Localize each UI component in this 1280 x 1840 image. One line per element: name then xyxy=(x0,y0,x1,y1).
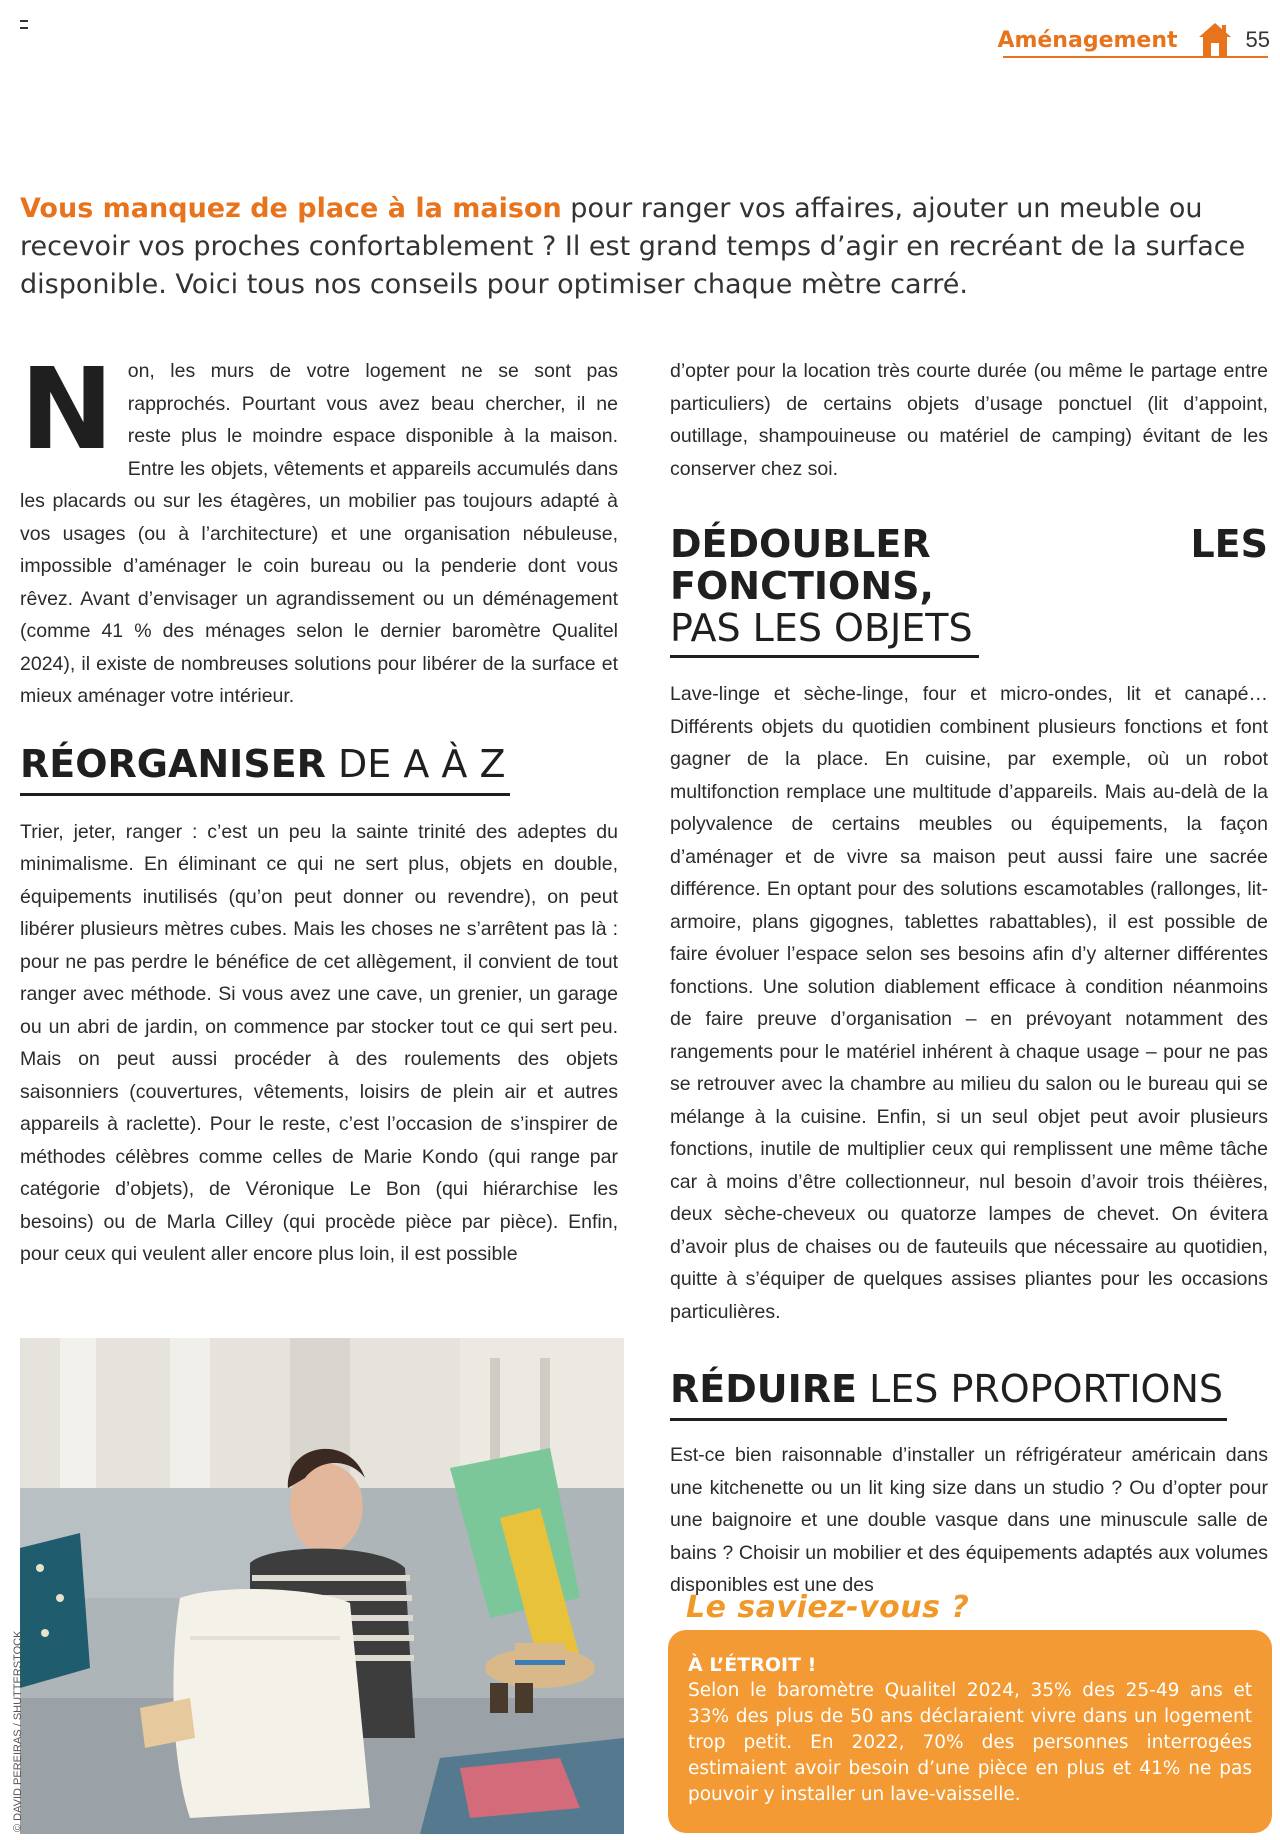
header-rule xyxy=(1003,56,1268,58)
saviez-vous-box xyxy=(668,1630,1272,1833)
article-paragraph-2: Trier, jeter, ranger : c’est un peu la sainte trinité des adeptes du minimalisme. En éliminant ce qui ne sert plus, objets en double, équipements inutilisés (qu’on peut donner ou revendre), on peut libérer plusieurs mètres cubes. Mais les choses ne s’arrêtent pas là : pour ne pas perdre le bénéfice de cet allègement, il convient de tout ranger avec méthode. Si vous avez une cave, un grenier, un garage ou un abri de jardin, on commence par stocker tout ce qui sert peu. Mais on peut aussi procéder à des roulements des objets saisonniers (couvertures, vêtements, loisirs de plein air et autres appareils à raclette). Pour le reste, c’est l’occasion de s’inspirer de méthodes célèbres comme celles de Marie Kondo (qui range par catégorie d’objets), de Véronique Le Bon (qui hiérarchise les besoins) ou de Marla Cilley (qui procède pièce par pièce). Enfin, pour ceux qui veulent aller encore plus loin, il est possible xyxy=(20,820,618,1265)
photo-credit-text: © DAVID PEREIRAS / SHUTTERSTOCK xyxy=(12,1630,24,1832)
heading-reorganiser xyxy=(20,743,510,796)
page-header xyxy=(997,22,1270,58)
article-paragraph-1 xyxy=(20,345,618,713)
intro-text: pour ranger vos affaires, ajouter un meuble ou recevoir vos proches confortablement ? Il est grand temps d’agir en recréant de la surface disponible. Voici tous nos conseils pour optimiser chaque mètre carré. xyxy=(20,193,1246,300)
paragraph-text: on, les murs de votre logement ne se sont pas rapprochés. Pourtant vous avez beau chercher, il ne reste plus le moindre espace disponible à la maison. Entre les objets, vêtements et appareils accumulés dans les placards ou sur les étagères, un mobilier pas toujours adapté à vos usages (ou à l’architecture) et une organisation nébuleuse, impossible d’aménager le coin bureau ou la penderie dont vous rêvez. Avant d’envisager un agrandissement ou un déménagement (comme 41 % des ménages selon le dernier baromètre Qualitel 2024), il existe de nombreuses solutions pour libérer de la surface et mieux aménager votre intérieur. xyxy=(20,360,618,707)
heading-light: LES PROPORTIONS xyxy=(856,1367,1224,1411)
left-column xyxy=(20,345,618,1271)
article-paragraph-4: Lave-linge et sèche-linge, four et micro-ondes, lit et canapé… Différents objets du quotidien combinent plusieurs fonctions et font gagner de la place. En cuisine, par exemple, où un robot multifonction remplace une multitude d’appareils. Mais au-delà de la polyvalence de certains meubles ou équipements, la façon d’aménager et de vivre sa maison peut aussi faire une sacrée différence. En optant pour des solutions escamotables (rallonges, lit-armoire, plans gigognes, tablettes rabattables), il est possible de faire évoluer l’espace selon ses besoins afin d’y alterner différentes fonctions. Une solution diablement efficace à condition néanmoins de faire preuve d’organisation – en prévoyant notamment des rangements pour le matériel inhérent à chaque usage – pour ne pas se retrouver avec la chambre au milieu du salon ou le bureau qui se mélange à la cuisine. Enfin, si un seul objet peut avoir plusieurs fonctions, inutile de multiplier ceux qui remplissent une même tâche car à moins d’être collectionneur, nul besoin d’avoir trois théières, deux sèche-cheveux ou quatorze lampes de chevet. On évitera d’avoir plus de chaises ou de fauteuils que nécessaire au quotidien, quitte à s’équiper de quelques assises pliantes pour les occasions particulières. xyxy=(670,683,1268,1323)
intro-paragraph xyxy=(20,190,1270,304)
heading-bold: RÉORGANISER xyxy=(20,741,326,786)
heading-reduire xyxy=(670,1368,1227,1421)
heading-bold: RÉDUIRE xyxy=(670,1367,857,1411)
page-number: 55 xyxy=(1245,27,1270,52)
saviez-vous-heading: À L’ÉTROIT ! xyxy=(688,1654,817,1676)
saviez-vous-text: Selon le baromètre Qualitel 2024, 35% des 25-49 ans et 33% des plus de 50 ans déclaraient vivre dans un logement trop petit. En 2022, 70% des personnes interrogées estimaient avoir besoin d’une pièce en plus et 41% ne pas pouvoir y installer un lave-vaisselle. xyxy=(688,1680,1252,1805)
woman-folding-clothes-photo xyxy=(20,1338,624,1834)
article-paragraph-5: Est-ce bien raisonnable d’installer un réfrigérateur américain dans une kitchenette ou un lit king size dans un studio ? Ou d’opter pour une baignoire et une double vasque dans une minuscule salle de bains ? Choisir un mobilier et des équipements adaptés aux volumes disponibles est une des xyxy=(670,1444,1268,1596)
article-paragraph-3: d’opter pour la location très courte durée (ou même le partage entre particuliers) de certains objets d’usage ponctuel (lit d’appoint, outillage, shampouineuse ou matériel de camping) évitant de les conserver chez soi. xyxy=(670,360,1268,480)
photo-credit xyxy=(0,1620,24,1832)
heading-light: DE A À Z xyxy=(325,741,506,786)
corner-mark xyxy=(20,20,28,29)
right-column xyxy=(670,355,1268,1602)
saviez-vous-title: Le saviez-vous ? xyxy=(686,1590,970,1625)
house-icon xyxy=(1198,22,1232,58)
heading-bold: DÉDOUBLER LES FONCTIONS, xyxy=(670,522,1268,608)
heading-dedoubler xyxy=(670,523,1268,658)
section-label: Aménagement xyxy=(997,27,1178,53)
drop-cap: N xyxy=(20,345,114,475)
heading-light: PAS LES OBJETS xyxy=(670,607,979,658)
intro-lead: Vous manquez de place à la maison xyxy=(20,193,562,224)
